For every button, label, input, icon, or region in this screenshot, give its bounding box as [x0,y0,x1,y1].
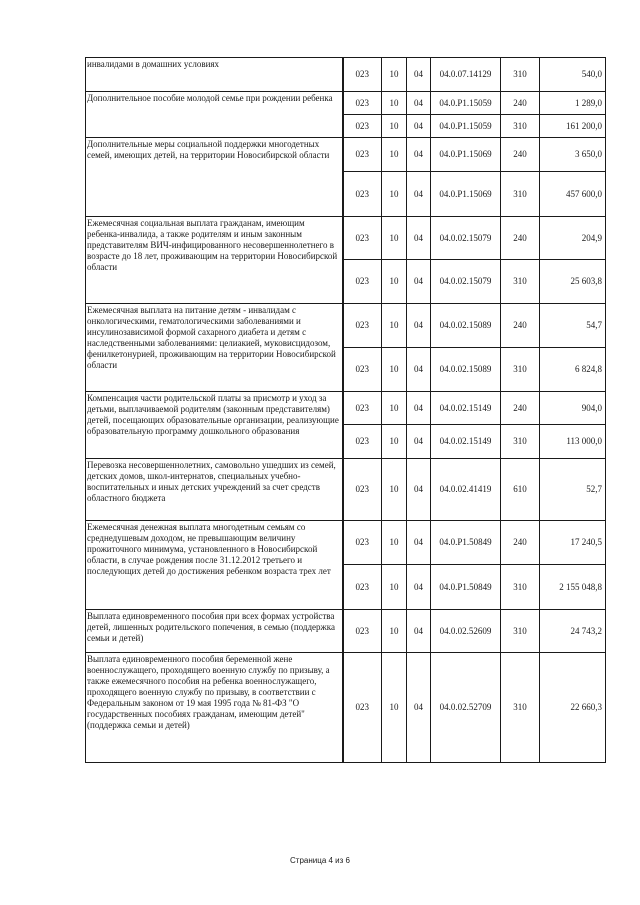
target-article-cell: 04.0.02.41419 [431,459,501,521]
podrazdel-cell: 04 [407,425,431,459]
target-article-cell: 04.0.02.15149 [431,425,501,459]
target-article-cell: 04.0.07.14129 [431,58,501,92]
kod-cell: 023 [343,348,382,392]
podrazdel-cell: 04 [407,92,431,115]
podrazdel-cell: 04 [407,115,431,138]
amount-cell: 540,0 [540,58,606,92]
table-row [86,392,606,425]
amount-cell: 2 155 048,8 [540,565,606,610]
podrazdel-cell: 04 [407,58,431,92]
target-article-cell: 04.0.02.15079 [431,217,501,260]
target-article-cell: 04.0.02.15089 [431,304,501,348]
kod-cell: 023 [343,392,382,425]
amount-cell: 161 200,0 [540,115,606,138]
amount-cell: 457 600,0 [540,172,606,217]
kod-cell: 023 [343,565,382,610]
target-article-cell: 04.0.02.15089 [431,348,501,392]
razdel-cell: 10 [382,304,407,348]
razdel-cell: 10 [382,92,407,115]
page-number: Страница 4 из 6 [290,856,350,865]
table-row [86,92,606,115]
kod-cell: 023 [343,138,382,172]
expense-description: Компенсация части родительской платы за присмотр и уход за детьми, выплачиваемой родителям (законным представителям) детей, посещающих образовательные организации, реализующие образовательную программу дошкольного образования [86,392,343,459]
expense-type-cell: 310 [501,565,540,610]
kod-cell: 023 [343,217,382,260]
kod-cell: 023 [343,425,382,459]
razdel-cell: 10 [382,115,407,138]
podrazdel-cell: 04 [407,459,431,521]
target-article-cell: 04.0.P1.50849 [431,565,501,610]
expense-type-cell: 310 [501,610,540,653]
podrazdel-cell: 04 [407,521,431,565]
expense-type-cell: 310 [501,172,540,217]
table-row [86,58,606,92]
kod-cell: 023 [343,92,382,115]
expense-type-cell: 240 [501,138,540,172]
expense-type-cell: 310 [501,425,540,459]
razdel-cell: 10 [382,138,407,172]
razdel-cell: 10 [382,653,407,763]
amount-cell: 24 743,2 [540,610,606,653]
kod-cell: 023 [343,260,382,304]
expense-type-cell: 310 [501,348,540,392]
table-row [86,304,606,348]
target-article-cell: 04.0.P1.15059 [431,92,501,115]
razdel-cell: 10 [382,260,407,304]
podrazdel-cell: 04 [407,348,431,392]
podrazdel-cell: 04 [407,217,431,260]
podrazdel-cell: 04 [407,392,431,425]
amount-cell: 204,9 [540,217,606,260]
expense-description: Дополнительное пособие молодой семье при рождении ребенка [86,92,343,138]
expense-type-cell: 310 [501,653,540,763]
target-article-cell: 04.0.02.15149 [431,392,501,425]
target-article-cell: 04.0.P1.15069 [431,138,501,172]
amount-cell: 113 000,0 [540,425,606,459]
table-row [86,521,606,565]
table-row [86,653,606,763]
expense-type-cell: 240 [501,392,540,425]
kod-cell: 023 [343,172,382,217]
razdel-cell: 10 [382,459,407,521]
amount-cell: 17 240,5 [540,521,606,565]
razdel-cell: 10 [382,58,407,92]
amount-cell: 54,7 [540,304,606,348]
expense-description: Выплата единовременного пособия при всех формах устройства детей, лишенных родительского попечения, в семью (поддержка семьи и детей) [86,610,343,653]
razdel-cell: 10 [382,521,407,565]
podrazdel-cell: 04 [407,260,431,304]
razdel-cell: 10 [382,217,407,260]
expense-description: инвалидами в домашних условиях [86,58,343,92]
expense-description: Выплата единовременного пособия беременной жене военнослужащего, проходящего военную службу по призыву, а также ежемесячного пособия на ребенка военнослужащего, проходящего военную службу по призыву, в соответствии с Федеральным законом от 19 мая 1995 года № 81-ФЗ "О государственных пособиях гражданам, имеющим детей" (поддержка семьи и детей) [86,653,343,763]
table-row [86,138,606,172]
kod-cell: 023 [343,521,382,565]
expense-type-cell: 310 [501,58,540,92]
table-row [86,217,606,260]
amount-cell: 22 660,3 [540,653,606,763]
table-row [86,610,606,653]
podrazdel-cell: 04 [407,138,431,172]
target-article-cell: 04.0.P1.15069 [431,172,501,217]
podrazdel-cell: 04 [407,304,431,348]
amount-cell: 1 289,0 [540,92,606,115]
razdel-cell: 10 [382,610,407,653]
kod-cell: 023 [343,459,382,521]
razdel-cell: 10 [382,348,407,392]
razdel-cell: 10 [382,425,407,459]
expense-type-cell: 610 [501,459,540,521]
expense-description: Ежемесячная выплата на питание детям - инвалидам с онкологическими, гематологическими заболеваниями и инсулинозависимой формой сахарного диабета и детям с наследственными заболеваниями: целиакией, муковисцидозом, фенилкетонурией, проживающим на территории Новосибирской области [86,304,343,392]
target-article-cell: 04.0.P1.15059 [431,115,501,138]
kod-cell: 023 [343,304,382,348]
kod-cell: 023 [343,610,382,653]
budget-table [85,57,606,763]
kod-cell: 023 [343,653,382,763]
podrazdel-cell: 04 [407,653,431,763]
expense-description: Ежемесячная социальная выплата гражданам, имеющим ребенка-инвалида, а также родителям и иным законным представителям ВИЧ-инфицированного несовершеннолетнего в возрасте до 18 лет, проживающим на территории Новосибирской области [86,217,343,304]
kod-cell: 023 [343,115,382,138]
expense-type-cell: 240 [501,521,540,565]
expense-type-cell: 240 [501,217,540,260]
target-article-cell: 04.0.P1.50849 [431,521,501,565]
razdel-cell: 10 [382,172,407,217]
target-article-cell: 04.0.02.52709 [431,653,501,763]
amount-cell: 3 650,0 [540,138,606,172]
amount-cell: 6 824,8 [540,348,606,392]
expense-description: Дополнительные меры социальной поддержки многодетных семей, имеющих детей, на территории Новосибирской области [86,138,343,217]
target-article-cell: 04.0.02.52609 [431,610,501,653]
table-row [86,459,606,521]
amount-cell: 904,0 [540,392,606,425]
expense-description: Ежемесячная денежная выплата многодетным семьям со среднедушевым доходом, не превышающим величину прожиточного минимума, установленного в Новосибирской области, в случае рождения после 31.12.2012 третьего и последующих детей до достижения ребенком возраста трех лет [86,521,343,610]
expense-type-cell: 310 [501,260,540,304]
podrazdel-cell: 04 [407,172,431,217]
expense-type-cell: 240 [501,92,540,115]
expense-type-cell: 310 [501,115,540,138]
target-article-cell: 04.0.02.15079 [431,260,501,304]
amount-cell: 25 603,8 [540,260,606,304]
razdel-cell: 10 [382,565,407,610]
podrazdel-cell: 04 [407,565,431,610]
expense-type-cell: 240 [501,304,540,348]
kod-cell: 023 [343,58,382,92]
razdel-cell: 10 [382,392,407,425]
expense-description: Перевозка несовершеннолетних, самовольно ушедших из семей, детских домов, школ-интернатов, специальных учебно-воспитательных и иных детских учреждений за счет средств областного бюджета [86,459,343,521]
amount-cell: 52,7 [540,459,606,521]
podrazdel-cell: 04 [407,610,431,653]
